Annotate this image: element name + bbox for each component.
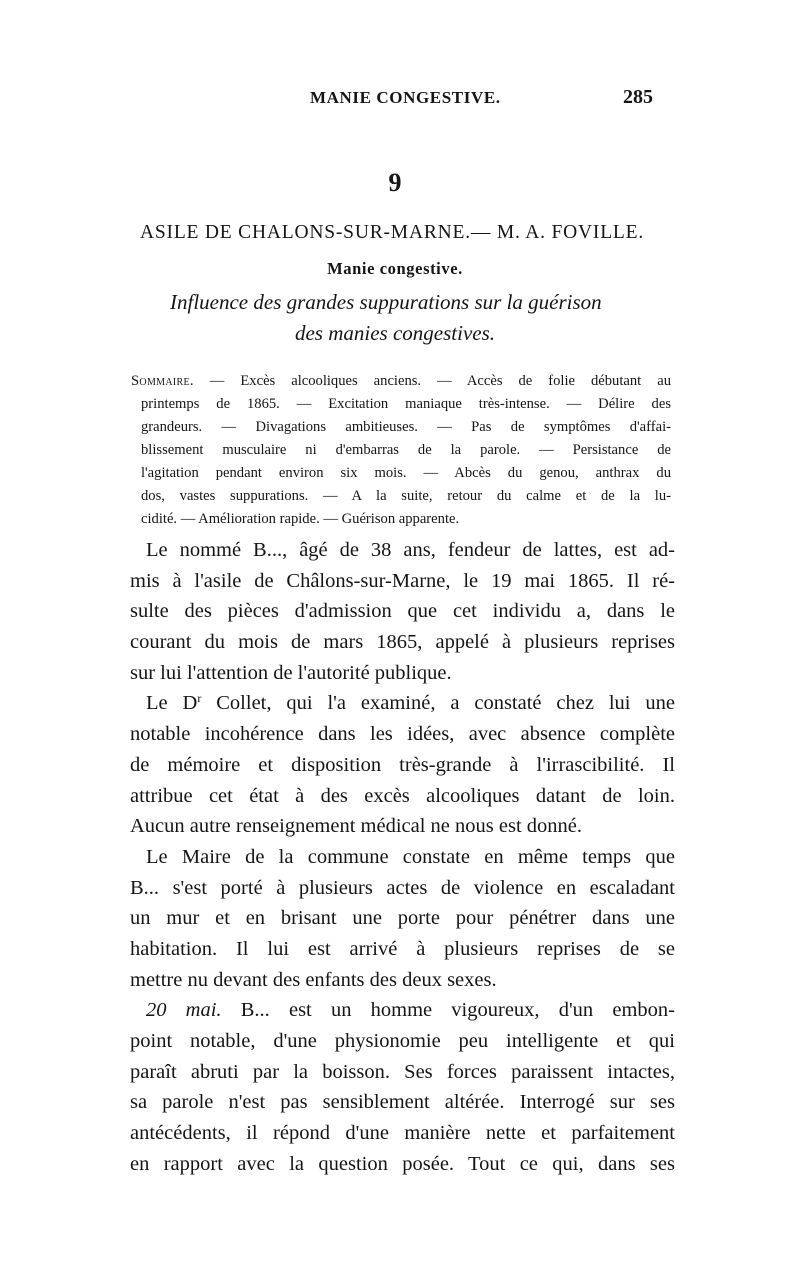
subtitle-line-2: des manies congestives. xyxy=(294,321,496,345)
doctor-superscript: r xyxy=(197,691,202,706)
summary-line: printemps de 1865. — Excitation maniaque très-intense. — Délire des xyxy=(141,396,671,412)
case-title: ASILE DE CHALONS-SUR-MARNE.— M. A. FOVILLE. xyxy=(140,222,645,243)
text-line: Le nommé B..., âgé de 38 ans, fendeur de lattes, est ad- xyxy=(146,539,675,561)
text-line: habitation. Il lui est arrivé à plusieurs reprises de se xyxy=(130,937,675,960)
text-line: Le $D^r$ Collet, qui l'a examiné, a constaté chez lui une xyxy=(146,691,676,715)
date-label: 20 mai. xyxy=(146,999,222,1022)
summary-line: blissement musculaire ni d'embarras de la parole. — Persistance de xyxy=(141,442,671,458)
text-line: 20 mai. B... est un homme vigoureux, d'un embon- xyxy=(146,999,675,1022)
case-number: 9 xyxy=(388,168,402,197)
text-line: B... s'est porté à plusieurs actes de violence en escaladant xyxy=(130,876,675,899)
summary-label: Sommaire. xyxy=(131,373,194,389)
summary-line: cidité. — Amélioration rapide. — Guérison apparente. xyxy=(141,511,460,527)
text-line: mis à l'asile de Châlons-sur-Marne, le 19 mai 1865. Il ré- xyxy=(130,569,675,592)
summary-block xyxy=(131,370,671,531)
text-line: un mur et en brisant une porte pour pénétrer dans une xyxy=(130,907,675,930)
text-line: paraît abruti par la boisson. Ses forces paraissent intactes, xyxy=(130,1060,675,1083)
text-line: point notable, d'une physionomie peu intelligente et qui xyxy=(130,1030,675,1052)
text-line: Le Maire de la commune constate en même temps que xyxy=(146,845,675,868)
diagnosis-heading: Manie congestive. xyxy=(327,259,463,278)
page-number: 285 xyxy=(623,86,653,108)
subtitle-line-1: Influence des grandes suppurations sur la guérison xyxy=(170,290,602,314)
text-line: en rapport avec la question posée. Tout ce qui, dans ses xyxy=(130,1152,675,1175)
text-line: antécédents, il répond d'une manière nette et parfaitement xyxy=(130,1122,675,1145)
summary-line: Sommaire. — Excès alcooliques anciens. — Accès de folie débutant au xyxy=(131,373,671,389)
text-line: sa parole n'est pas sensiblement altérée. Interrogé sur ses xyxy=(130,1091,675,1114)
text-line: Aucun autre renseignement médical ne nous est donné. xyxy=(130,815,582,838)
text-line: attribue cet état à des excès alcooliques datant de loin. xyxy=(130,784,675,807)
text-line: sur lui l'attention de l'autorité publique. xyxy=(130,661,452,684)
summary-line: l'agitation pendant environ six mois. — Abcès du genou, anthrax du xyxy=(141,465,671,481)
summary-line: dos, vastes suppurations. — A la suite, retour du calme et de la lu- xyxy=(141,488,671,504)
body-text xyxy=(130,535,675,1179)
doctor-prefix: Le D xyxy=(146,692,198,715)
running-head: MANIE CONGESTIVE. xyxy=(310,88,501,107)
text-line: mettre nu devant des enfants des deux sexes. xyxy=(130,968,497,991)
text-line: notable incohérence dans les idées, avec absence complète xyxy=(130,723,675,746)
summary-line: grandeurs. — Divagations ambitieuses. — Pas de symptômes d'affai- xyxy=(141,419,671,435)
text-line: courant du mois de mars 1865, appelé à plusieurs reprises xyxy=(130,631,675,654)
text-line: sulte des pièces d'admission que cet individu a, dans le xyxy=(130,600,675,623)
text-line: de mémoire et disposition très-grande à l'irrascibilité. Il xyxy=(130,753,675,776)
